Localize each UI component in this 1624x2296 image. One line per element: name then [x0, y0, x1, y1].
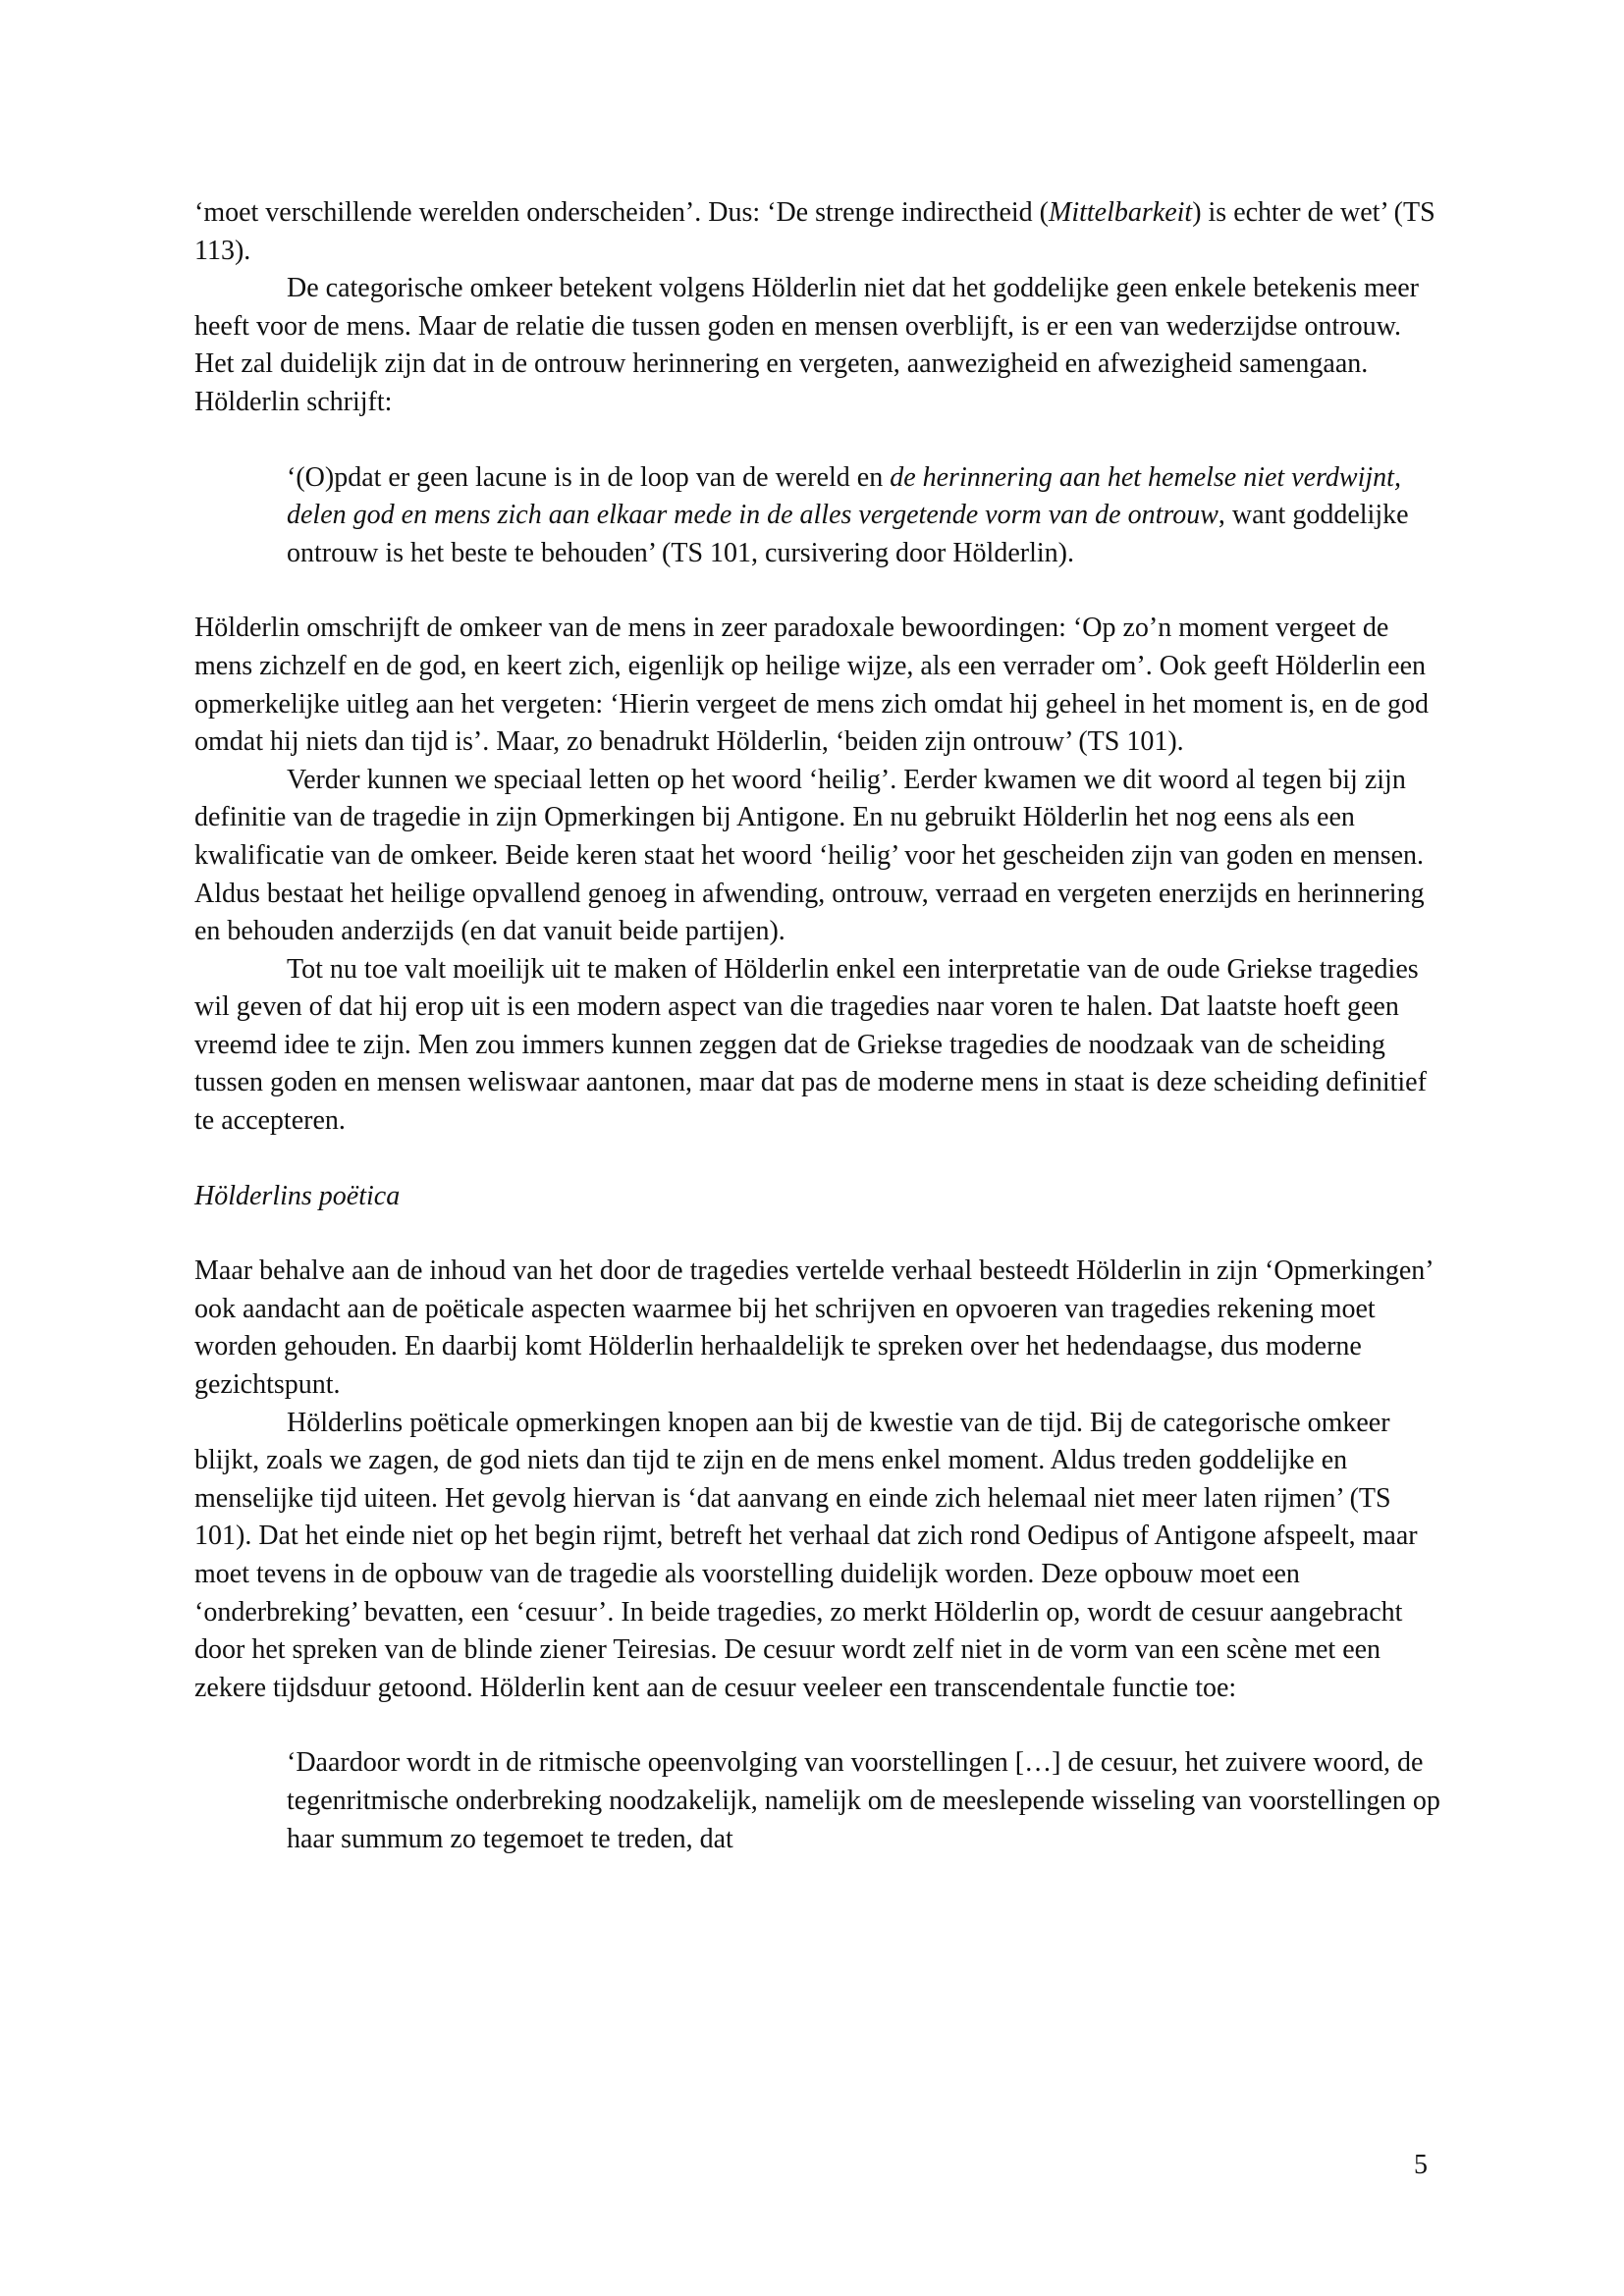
section-heading: Hölderlins poëtica	[194, 1180, 401, 1211]
block-quote-2: ‘Daardoor wordt in de ritmische opeenvolging van voorstellingen […] de cesuur, het zuivere woord, de tegenritmische onderbreking noodzakelijk, namelijk om de meeslepende wisseling van voorstellingen op haar summum zo tegemoet te treden, dat	[287, 1747, 1440, 1854]
paragraph-1	[194, 194, 1441, 270]
block-quote-1	[287, 459, 1441, 573]
document-page	[194, 194, 1441, 1896]
paragraph-1-text-b: ) is echter de wet’ (TS 113).	[194, 197, 1435, 266]
paragraph-2: De categorische omkeer betekent volgens Hölderlin niet dat het goddelijke geen enkele betekenis meer heeft voor de mens. Maar de relatie die tussen goden en mensen overblijft, is er een van wederzijdse ontrouw. Het zal duidelijk zijn dat in de ontrouw herinnering en vergeten, aanwezigheid en afwezigheid samengaan. Hölderlin schrijft:	[194, 273, 1419, 417]
paragraph-1-text-a: ‘moet verschillende werelden onderscheiden’. Dus: ‘De strenge indirectheid (	[194, 197, 1049, 228]
paragraph-5: Tot nu toe valt moeilijk uit te maken of Hölderlin enkel een interpretatie van de oude Griekse tragedies wil geven of dat hij erop uit is een modern aspect van die tragedies naar voren te halen. Dat laatste hoeft geen vreemd idee te zijn. Men zou immers kunnen zeggen dat de Griekse tragedies de noodzaak van de scheiding tussen goden en mensen weliswaar aantonen, maar dat pas de moderne mens in staat is deze scheiding definitief te accepteren.	[194, 953, 1427, 1137]
paragraph-6: Maar behalve aan de inhoud van het door de tragedies vertelde verhaal besteedt Hölderlin in zijn ‘Opmerkingen’ ook aandacht aan de poëticale aspecten waarmee bij het schrijven en opvoeren van tragedies rekening moet worden gehouden. En daarbij komt Hölderlin herhaaldelijk te spreken over het hedendaagse, dus moderne gezichtspunt.	[194, 1255, 1433, 1401]
page-number: 5	[1414, 2150, 1428, 2180]
block-quote-1-text-a: ‘(O)pdat er geen lacune is in de loop van de wereld en	[287, 461, 891, 493]
paragraph-1-italic-term: Mittelbarkeit	[1049, 197, 1193, 228]
paragraph-4: Verder kunnen we speciaal letten op het woord ‘heilig’. Eerder kwamen we dit woord al tegen bij zijn definitie van de tragedie in zijn Opmerkingen bij Antigone. En nu gebruikt Hölderlin het nog eens als een kwalificatie van de omkeer. Beide keren staat het woord ‘heilig’ voor het gescheiden zijn van goden en mensen. Aldus bestaat het heilige opvallend genoeg in afwending, ontrouw, verraad en vergeten enerzijds en herinnering en behouden anderzijds (en dat vanuit beide partijen).	[194, 764, 1425, 947]
block-quote-1-text-b: , want goddelijke ontrouw is het beste te behouden’ (TS 101, cursivering door Hölderlin).	[287, 500, 1409, 568]
block-quote-1-italic: de herinnering aan het hemelse niet verdwijnt, delen god en mens zich aan elkaar mede in de alles vergetende vorm van de ontrouw	[287, 461, 1401, 531]
paragraph-3: Hölderlin omschrijft de omkeer van de mens in zeer paradoxale bewoordingen: ‘Op zo’n moment vergeet de mens zichzelf en de god, en keert zich, eigenlijk op heilige wijze, als een verrader om’. Ook geeft Hölderlin een opmerkelijke uitleg aan het vergeten: ‘Hierin vergeet de mens zich omdat hij geheel in het moment is, en de god omdat hij niets dan tijd is’. Maar, zo benadrukt Hölderlin, ‘beiden zijn ontrouw’ (TS 101).	[194, 613, 1430, 758]
paragraph-7: Hölderlins poëticale opmerkingen knopen aan bij de kwestie van de tijd. Bij de categorische omkeer blijkt, zoals we zagen, de god niets dan tijd te zijn en de mens enkel moment. Aldus treden goddelijke en menselijke tijd uiteen. Het gevolg hiervan is ‘dat aanvang en einde zich helemaal niet meer laten rijmen’ (TS 101). Dat het einde niet op het begin rijmt, betreft het verhaal dat zich rond Oedipus of Antigone afspeelt, maar moet tevens in de opbouw van de tragedie als voorstelling duidelijk worden. Deze opbouw moet een ‘onderbreking’ bevatten, een ‘cesuur’. In beide tragedies, zo merkt Hölderlin op, wordt de cesuur aangebracht door het spreken van de blinde ziener Teiresias. De cesuur wordt zelf niet in de vorm van een scène met een zekere tijdsduur getoond. Hölderlin kent aan de cesuur veeleer een transcendentale functie toe:	[194, 1407, 1418, 1703]
